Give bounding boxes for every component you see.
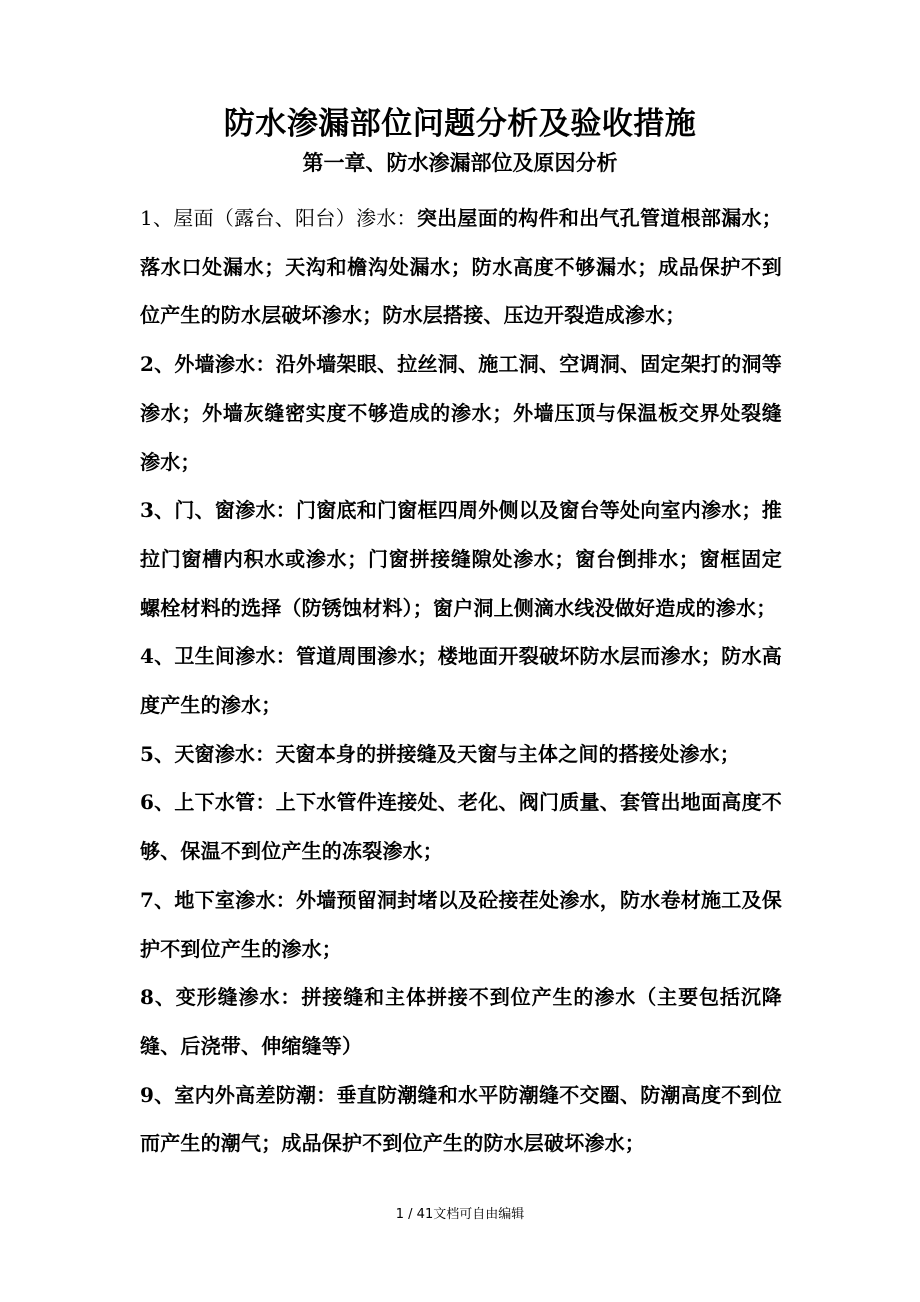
- paragraph-item-9: [140, 1071, 782, 1168]
- paragraph-item-6: [140, 778, 782, 875]
- paragraph-item-2: [140, 340, 782, 486]
- page-footer: 1 / 41文档可自由编辑: [395, 1207, 525, 1222]
- paragraph-lead: 1、屋面（露台、阳台）渗水：: [140, 206, 417, 230]
- paragraph-item-4: [140, 632, 782, 729]
- document-body: [140, 194, 782, 1168]
- paragraph-text: 2、外墙渗水：沿外墙架眼、拉丝洞、施工洞、空调洞、固定架打的洞等渗水；外墙灰缝密实度不够造成的渗水；外墙压顶与保温板交界处裂缝渗水；: [140, 352, 782, 474]
- paragraph-item-7: [140, 876, 782, 973]
- paragraph-text: 8、变形缝渗水：拼接缝和主体拼接不到位产生的渗水（主要包括沉降缝、后浇带、伸缩缝等）: [140, 985, 782, 1058]
- paragraph-text: 7、地下室渗水：外墙预留洞封堵以及砼接茬处渗水，防水卷材施工及保护不到位产生的渗水；: [140, 887, 782, 961]
- paragraph-item-3: [140, 486, 782, 632]
- paragraph-text: 9、室内外高差防潮：垂直防潮缝和水平防潮缝不交圈、防潮高度不到位而产生的潮气；成品保护不到位产生的防水层破坏渗水；: [140, 1082, 782, 1156]
- document-title: 防水渗漏部位问题分析及验收措施: [223, 106, 697, 142]
- paragraph-text: 4、卫生间渗水：管道周围渗水；楼地面开裂破坏防水层而渗水；防水高度产生的渗水；: [140, 644, 782, 718]
- paragraph-item-5: [140, 730, 782, 779]
- paragraph-item-1: [140, 194, 782, 340]
- chapter-heading: 第一章、防水渗漏部位及原因分析: [302, 150, 618, 175]
- paragraph-text: 突出屋面的构件和出气孔管道根部漏水；落水口处漏水；天沟和檐沟处漏水；防水高度不够漏水；成品保护不到位产生的防水层破坏渗水；防水层搭接、压边开裂造成渗水；: [140, 206, 782, 328]
- paragraph-text: 6、上下水管：上下水管件连接处、老化、阀门质量、套管出地面高度不够、保温不到位产生的冻裂渗水；: [140, 790, 782, 864]
- paragraph-text: 3、门、窗渗水：门窗底和门窗框四周外侧以及窗台等处向室内渗水；推拉门窗槽内积水或渗水；门窗拼接缝隙处渗水；窗台倒排水；窗框固定螺栓材料的选择（防锈蚀材料）；窗户洞上侧滴水线没做好造成的渗水；: [140, 498, 782, 620]
- paragraph-text: 5、天窗渗水：天窗本身的拼接缝及天窗与主体之间的搭接处渗水；: [140, 741, 740, 766]
- paragraph-item-8: [140, 973, 782, 1070]
